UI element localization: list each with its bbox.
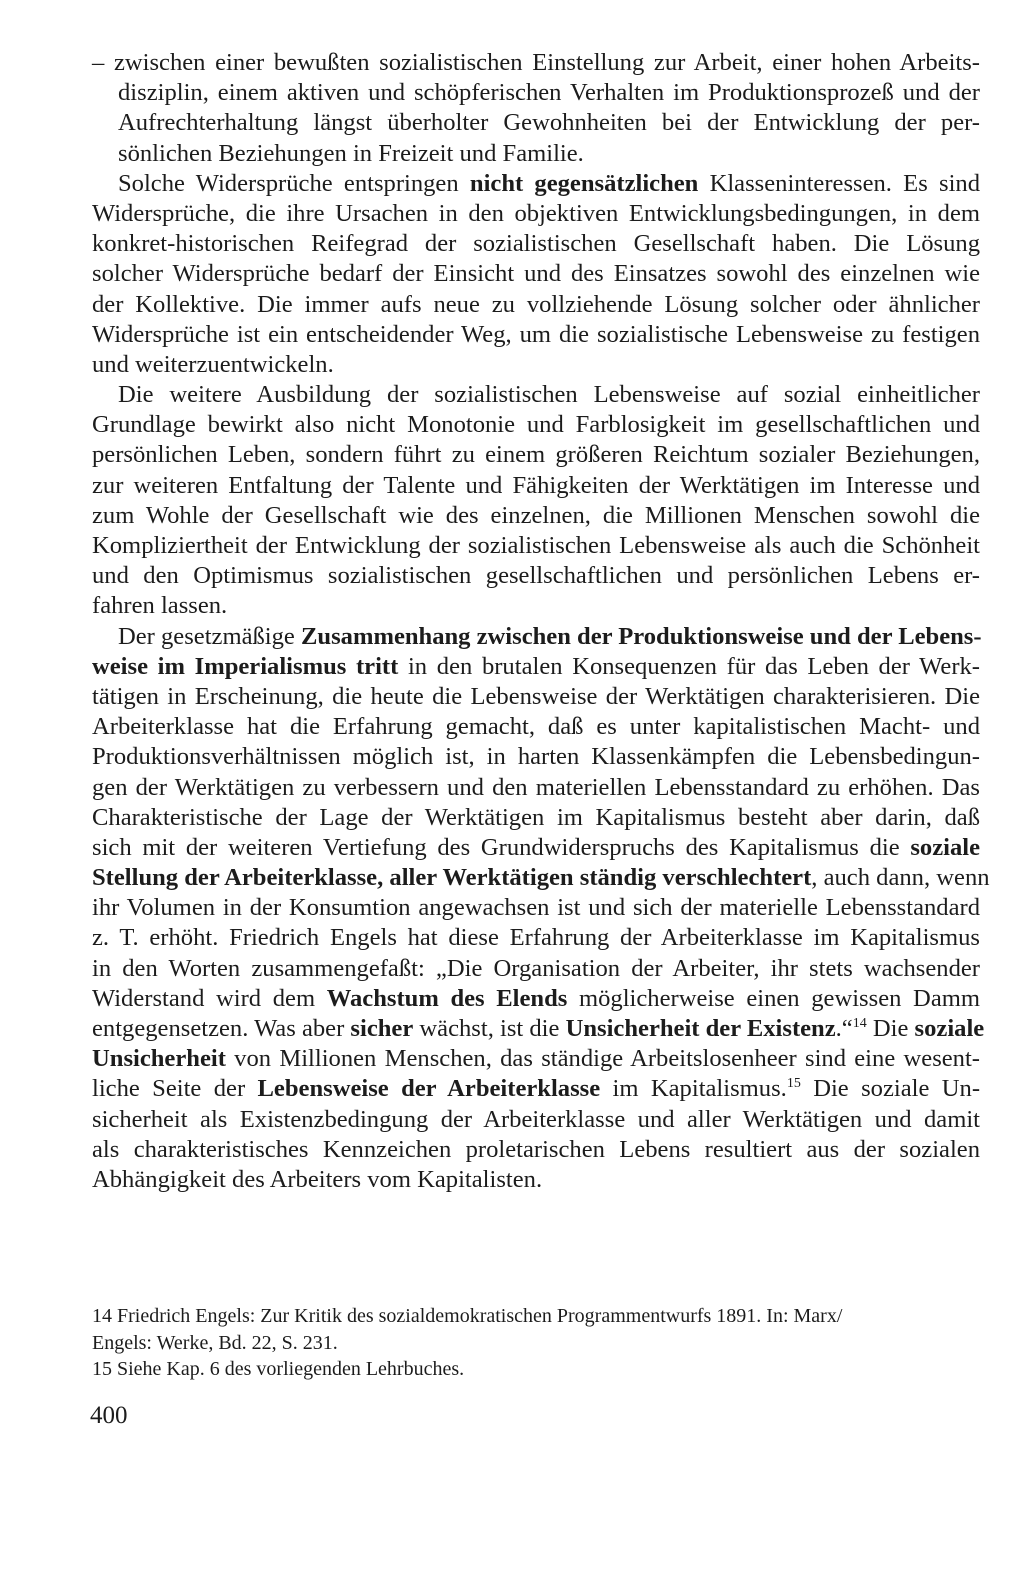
text-line: Die weitere Ausbildung der sozialistischen Lebensweise auf sozial einheitlicher [118, 381, 980, 409]
text-line: Widerstand wird dem Wachstum des Elends möglicherweise einen gewissen Damm [92, 984, 980, 1012]
text-line: Stellung der Arbeiterklasse, aller Werktätigen ständig verschlechtert, auch dann, wenn [92, 864, 990, 892]
text-line: solcher Widersprüche bedarf der Einsicht und des Einsatzes sowohl des einzelnen wie [92, 260, 980, 288]
text-line: Der gesetzmäßige Zusammenhang zwischen der Produktionsweise und der Lebens- [118, 622, 982, 650]
text-line: Aufrechterhaltung längst überholter Gewohnheiten bei der Entwicklung der per- [118, 109, 980, 137]
text-line: Widersprüche, die ihre Ursachen in den objektiven Entwicklungsbedingungen, in dem [92, 199, 980, 227]
text-line: Charakteristische der Lage der Werktätigen im Kapitalismus besteht aber darin, daß [92, 803, 980, 831]
text-line: entgegensetzen. Was aber sicher wächst, ist die Unsicherheit der Existenz.“$^{14}$ Die soziale [92, 1015, 985, 1042]
text-line: – zwischen einer bewußten sozialistischen Einstellung zur Arbeit, einer hohen Arbeits- [92, 49, 980, 76]
footnotes [92, 1303, 980, 1383]
page-number: 400 [90, 1402, 128, 1429]
text-line: sönlichen Beziehungen in Freizeit und Familie. [118, 139, 584, 167]
text-line: konkret-historischen Reifegrad der sozialistischen Gesellschaft haben. Die Lösung [92, 230, 980, 258]
text-line: Kompliziertheit der Entwicklung der sozialistischen Lebensweise als auch die Schönheit [92, 532, 980, 559]
text-line: Widersprüche ist ein entscheidender Weg, um die sozialistische Lebensweise zu festigen [92, 320, 980, 348]
text-line: weise im Imperialismus tritt in den brutalen Konsequenzen für das Leben der Werk- [92, 652, 980, 680]
text-line: persönlichen Leben, sondern führt zu einem größeren Reichtum sozialer Beziehungen, [92, 441, 980, 469]
text-line: Grundlage bewirkt also nicht Monotonie und Farblosigkeit im gesellschaftlichen und [92, 411, 980, 439]
text-line: ihr Volumen in der Konsumtion angewachsen ist und sich der materielle Lebensstandard [92, 894, 980, 922]
footnote-14-line-2: Engels: Werke, Bd. 22, S. 231. [92, 1331, 338, 1354]
text-line: Arbeiterklasse hat die Erfahrung gemacht, daß es unter kapitalistischen Macht- und [92, 713, 980, 741]
text-line: sicherheit als Existenzbedingung der Arbeiterklasse und aller Werktätigen und damit [92, 1105, 980, 1133]
text-line: und weiterzuentwickeln. [92, 350, 334, 378]
text-line: liche Seite der Lebensweise der Arbeiterklasse im Kapitalismus.$^{15}$ Die soziale Un- [92, 1075, 981, 1103]
text-line: tätigen in Erscheinung, die heute die Lebensweise der Werktätigen charakterisieren. Die [92, 682, 980, 710]
text-line: Abhängigkeit des Arbeiters vom Kapitalisten. [92, 1165, 543, 1193]
body-text [92, 48, 990, 1195]
text-line: z. T. erhöht. Friedrich Engels hat diese Erfahrung der Arbeiterklasse im Kapitalismus [92, 924, 980, 952]
text-line: gen der Werktätigen zu verbessern und den materiellen Lebensstandard zu erhöhen. Das [92, 773, 980, 801]
text-line: Unsicherheit von Millionen Menschen, das ständige Arbeitslosenheer sind eine wesent- [92, 1045, 980, 1073]
text-line: Solche Widersprüche entspringen nicht gegensätzlichen Klasseninteressen. Es sind [118, 169, 981, 197]
text-line: disziplin, einem aktiven und schöpferischen Verhalten im Produktionsprozeß und der [118, 79, 980, 107]
text-line: Produktionsverhältnissen möglich ist, in harten Klassenkämpfen die Lebensbedingun- [92, 743, 980, 771]
text-line: zum Wohle der Gesellschaft wie des einzelnen, die Millionen Menschen sowohl die [92, 501, 980, 529]
text-line: und den Optimismus sozialistischen gesellschaftlichen und persönlichen Lebens er- [92, 562, 980, 590]
text-line: als charakteristisches Kennzeichen proletarischen Lebens resultiert aus der sozialen [92, 1135, 980, 1163]
text-line: zur weiteren Entfaltung der Talente und Fähigkeiten der Werktätigen im Interesse und [92, 471, 980, 499]
text-line: in den Worten zusammengefaßt: „Die Organisation der Arbeiter, ihr stets wachsender [92, 954, 980, 982]
text-line: fahren lassen. [92, 592, 228, 620]
text-line: sich mit der weiteren Vertiefung des Grundwiderspruchs des Kapitalismus die soziale [92, 833, 980, 861]
text-line: der Kollektive. Die immer aufs neue zu vollziehende Lösung solcher oder ähnlicher [92, 290, 980, 318]
footnote-14-line-1: 14 Friedrich Engels: Zur Kritik des sozialdemokratischen Programmentwurfs 1891. In: Marx/ [92, 1305, 843, 1327]
footnote-15: 15 Siehe Kap. 6 des vorliegenden Lehrbuches. [92, 1358, 465, 1380]
